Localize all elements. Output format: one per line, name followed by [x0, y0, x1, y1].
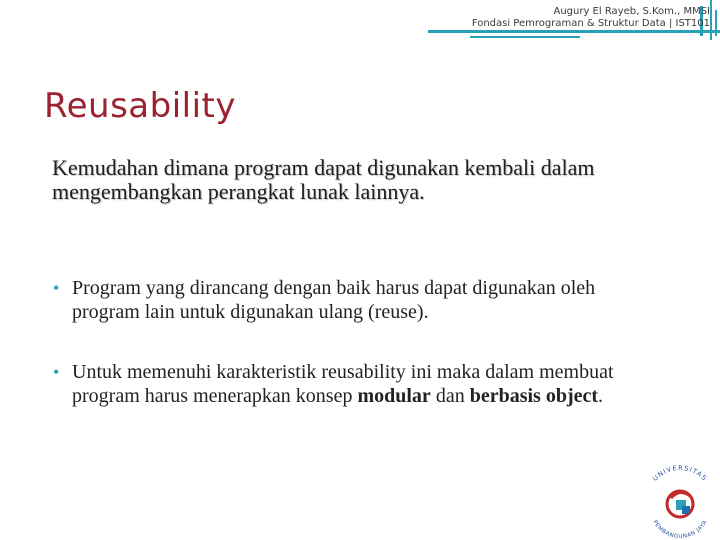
bullet-text: Program yang dirancang dengan baik harus dapat digunakan oleh program lain untuk digunakan ulang (reuse).	[72, 277, 596, 323]
bullet-item	[52, 276, 652, 324]
svg-text:PEMBANGUNAN JAYA	[651, 519, 708, 540]
header-author: Augury El Rayeb, S.Kom., MMSI	[553, 6, 710, 17]
header-course: Fondasi Pemrograman & Struktur Data | IST101	[471, 18, 710, 29]
svg-text:UNIVERSITAS	[651, 464, 709, 483]
bullet-text-end: .	[598, 385, 604, 407]
bullet-bold-modular: modular	[357, 385, 431, 407]
bullet-text-start: Untuk memenuhi karakteristik reusability ini maka dalam membuat program harus menerapkan konsep	[72, 361, 614, 407]
bullet-dot: •	[53, 278, 60, 298]
bullet-list	[52, 276, 652, 444]
header-info	[472, 6, 710, 30]
logo-text-bottom: PEMBANGUNAN JAYA	[651, 519, 709, 540]
logo-text-top: UNIVERSITAS	[651, 463, 709, 483]
bullet-item	[52, 360, 652, 408]
logo-emblem-icon	[667, 491, 693, 517]
university-logo	[640, 458, 720, 540]
bullet-text-middle: dan	[430, 385, 470, 407]
slide-title: Reusability	[44, 86, 236, 126]
intro-paragraph: Kemudahan dimana program dapat digunakan kembali dalam mengembangkan perangkat lunak lainnya.	[52, 155, 595, 204]
bullet-bold-object: berbasis object	[469, 385, 599, 407]
bullet-dot: •	[53, 362, 60, 382]
